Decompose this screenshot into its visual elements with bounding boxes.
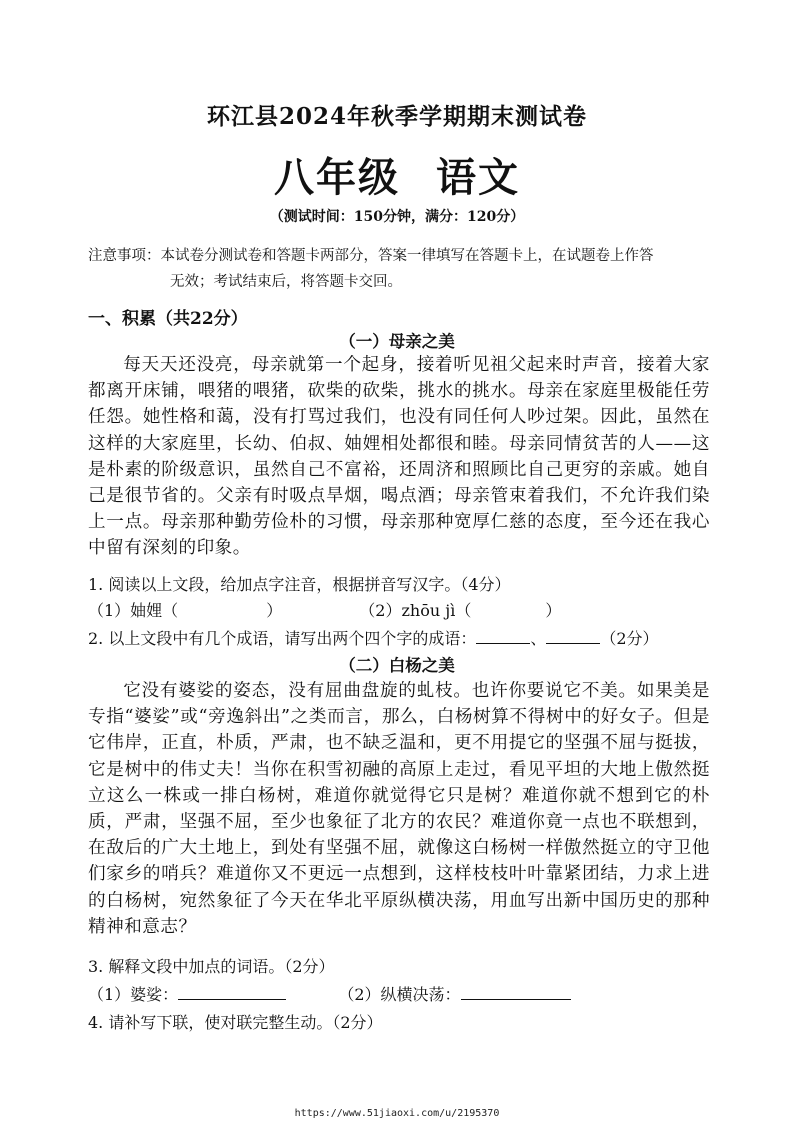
notice-label: 注意事项： bbox=[88, 248, 161, 264]
question-1-items bbox=[88, 598, 713, 624]
question-4: 4. 请补写下联，使对联完整生动。（2分） bbox=[88, 1013, 383, 1032]
question-3: 3. 解释文段中加点的词语。（2分） bbox=[88, 957, 335, 976]
q1-item-b-close: ） bbox=[545, 601, 562, 620]
q1-item-a bbox=[88, 598, 282, 624]
part2-heading: （二）白杨之美 bbox=[339, 656, 455, 675]
q3-a-blank[interactable] bbox=[178, 985, 286, 1000]
q2-separator: 、 bbox=[530, 629, 547, 648]
question-1: 1. 阅读以上文段，给加点字注音，根据拼音写汉字。（4分） bbox=[88, 575, 511, 594]
grade-subject-title bbox=[0, 146, 794, 203]
passage-text: 每天天还没亮，母亲就第一个起身，接着听见祖父起来时声音，接着大家都离开床铺，喂猪的喂猪，砍柴的砍柴，挑水的挑水。母亲在家庭里极能任劳任怨。她性格和蔼，没有打骂过我们，也没有同任何人吵过架。因此，虽然在这样的大家庭里，长幼、伯叔、妯娌相处都很和睦。母亲同情贫苦的人——这是朴素的阶级意识，虽然自己不富裕，还周济和照顾比自己更穷的亲戚。她自己是很节省的。父亲有时吸点旱烟，喝点酒；母亲管束着我们，不允许我们染上一点。母亲那种勤劳俭朴的习惯，母亲那种宽厚仁慈的态度，至今还在我心中留有深刻的印象。 bbox=[88, 355, 710, 559]
q1-item-b bbox=[359, 598, 561, 624]
q2-score: （2分） bbox=[600, 629, 659, 648]
question-3-items bbox=[88, 982, 713, 1008]
notice-block bbox=[88, 243, 713, 295]
q1-item-b-label: （2）zhōu jì（ bbox=[359, 601, 472, 620]
q3-item-b: （2）纵横决荡： bbox=[338, 985, 461, 1004]
subject-label: 语文 bbox=[436, 154, 520, 201]
section-heading: 一、积累（共22分） bbox=[88, 309, 248, 329]
grade-label: 八年级 bbox=[274, 154, 400, 201]
q1-item-a-label: （1）妯娌（ bbox=[88, 601, 179, 620]
q3-item-a: （1）婆娑： bbox=[88, 985, 179, 1004]
question-2 bbox=[88, 626, 713, 652]
exam-info: （测试时间：150分钟，满分：120分） bbox=[269, 209, 525, 225]
exam-title: 环江县2024年秋季学期期末测试卷 bbox=[206, 103, 587, 130]
part1-passage bbox=[88, 352, 710, 562]
q2-blank-2[interactable] bbox=[546, 629, 600, 644]
notice-line-1: 本试卷分测试卷和答题卡两部分，答案一律填写在答题卡上，在试题卷上作答 bbox=[160, 248, 654, 264]
passage-text: 它没有婆娑的姿态，没有屈曲盘旋的虬枝。也许你要说它不美。如果美是专指“婆娑”或“旁逸斜出”之类而言，那么，白杨树算不得树中的好女子。但是它伟岸，正直，朴质，严肃，也不缺乏温和，更不用提它的坚强不屈与挺拔，它是树中的伟丈夫！当你在积雪初融的高原上走过，看见平坦的大地上傲然挺立这么一株或一排白杨树，难道你就觉得它只是树？难道你就不想到它的朴质，严肃，坚强不屈，至少也象征了北方的农民？难道你竟一点也不联想到，在敌后的广大土地上，到处有坚强不屈，就像这白杨树一样傲然挺立的守卫他们家乡的哨兵？难道你又不更远一点想到，这样枝枝叶叶靠紧团结，力求上进的白杨树，宛然象征了今天在华北平原纵横决荡，用血写出新中国历史的那种精神和意志？ bbox=[88, 681, 710, 937]
q1-item-a-close: ） bbox=[266, 601, 283, 620]
notice-line-2: 无效；考试结束后，将答题卡交回。 bbox=[170, 274, 402, 290]
q3-b-blank[interactable] bbox=[461, 985, 571, 1000]
q2-blank-1[interactable] bbox=[476, 629, 530, 644]
part1-heading: （一）母亲之美 bbox=[339, 332, 455, 351]
q2-text: 2. 以上文段中有几个成语，请写出两个四个字的成语： bbox=[88, 629, 477, 648]
footer-url[interactable]: https://www.51jiaoxi.com/u/2195370 bbox=[294, 1108, 500, 1119]
part2-passage bbox=[88, 678, 710, 940]
